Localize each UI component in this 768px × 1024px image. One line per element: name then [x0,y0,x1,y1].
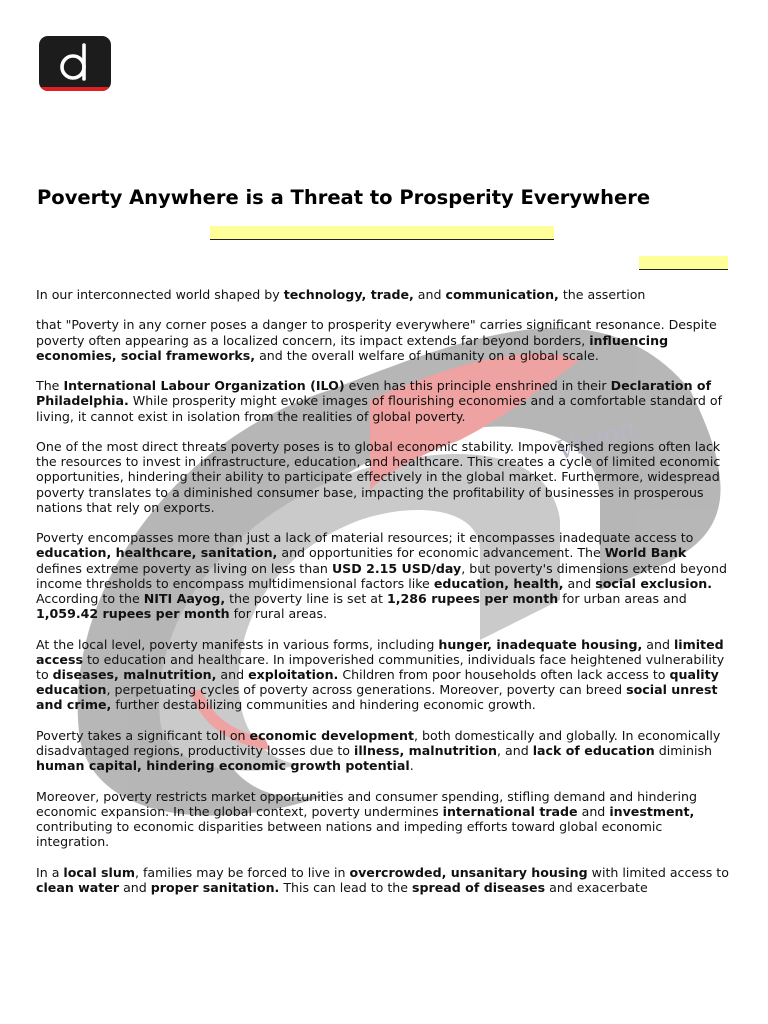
d-letter-icon [39,36,111,91]
paragraph: Moreover, poverty restricts market opportunities and consumer spending, stifling demand and hindering economic expansion. In the global context, poverty undermines international trade and investment, contributing to economic disparities between nations and impeding efforts toward global economic integration. [36,788,697,850]
highlight-bar [639,256,728,270]
drishti-d-logo[interactable] [39,36,111,91]
paragraph: that "Poverty in any corner poses a danger to prosperity everywhere" carries significant resonance. Despite poverty often appearing as a localized concern, its impact extends far beyond borders, influencing economies, social frameworks, and the overall welfare of humanity on a global scale. [36,317,717,363]
paragraph: Poverty encompasses more than just a lack of material resources; it encompasses inadequate access to education, healthcare, sanitation, and opportunities for economic advancement. The World Bank defines extreme poverty as living on less than USD 2.15 USD/day, but poverty's dimensions extend beyond income thresholds to encompass multidimensional factors like education, health, and social exclusion. According to the NITI Aayog, the poverty line is set at 1,286 rupees per month for urban areas and 1,059.42 rupees per month for rural areas. [36,530,727,622]
watermark-vision-text: Vision [552,413,639,467]
page-title: Poverty Anywhere is a Threat to Prosperity Everywhere [37,186,651,209]
article-body [36,287,736,910]
paragraph: Poverty takes a significant toll on economic development, both domestically and globally. In economically disadvantaged regions, productivity losses due to illness, malnutrition, and lack of education diminish human capital, hindering economic growth potential. [36,727,721,774]
paragraph: The International Labour Organization (ILO) even has this principle enshrined in their Declaration of Philadelphia. While prosperity might evoke images of flourishing economies and a comfortable standard of living, it cannot exist in isolation from the realities of global poverty. [36,378,723,424]
logo-accent-bar [39,87,111,91]
highlight-bar [210,226,554,240]
paragraph: One of the most direct threats poverty poses is to global economic stability. Impoverished regions often lack the resources to invest in infrastructure, education, and healthcare. This creates a cycle of limited economic opportunities, hindering their ability to participate effectively in the global market. Furthermore, widespread poverty translates to a diminished consumer base, impacting the profitability of businesses in prosperous nations that rely on exports. [36,438,721,515]
paragraph: In our interconnected world shaped by technology, trade, and communication, the assertion [36,287,646,302]
paragraph: In a local slum, families may be forced to live in overcrowded, unsanitary housing with limited access to clean water and proper sanitation. This can lead to the spread of diseases and exacerbate [36,864,729,895]
paragraph: At the local level, poverty manifests in various forms, including hunger, inadequate housing, and limited access to education and healthcare. In impoverished communities, individuals face heightened vulnerability to diseases, malnutrition, and exploitation. Children from poor households often lack access to quality education, perpetuating cycles of poverty across generations. Moreover, poverty can breed social unrest and crime, further destabilizing communities and hindering economic growth. [36,636,725,713]
